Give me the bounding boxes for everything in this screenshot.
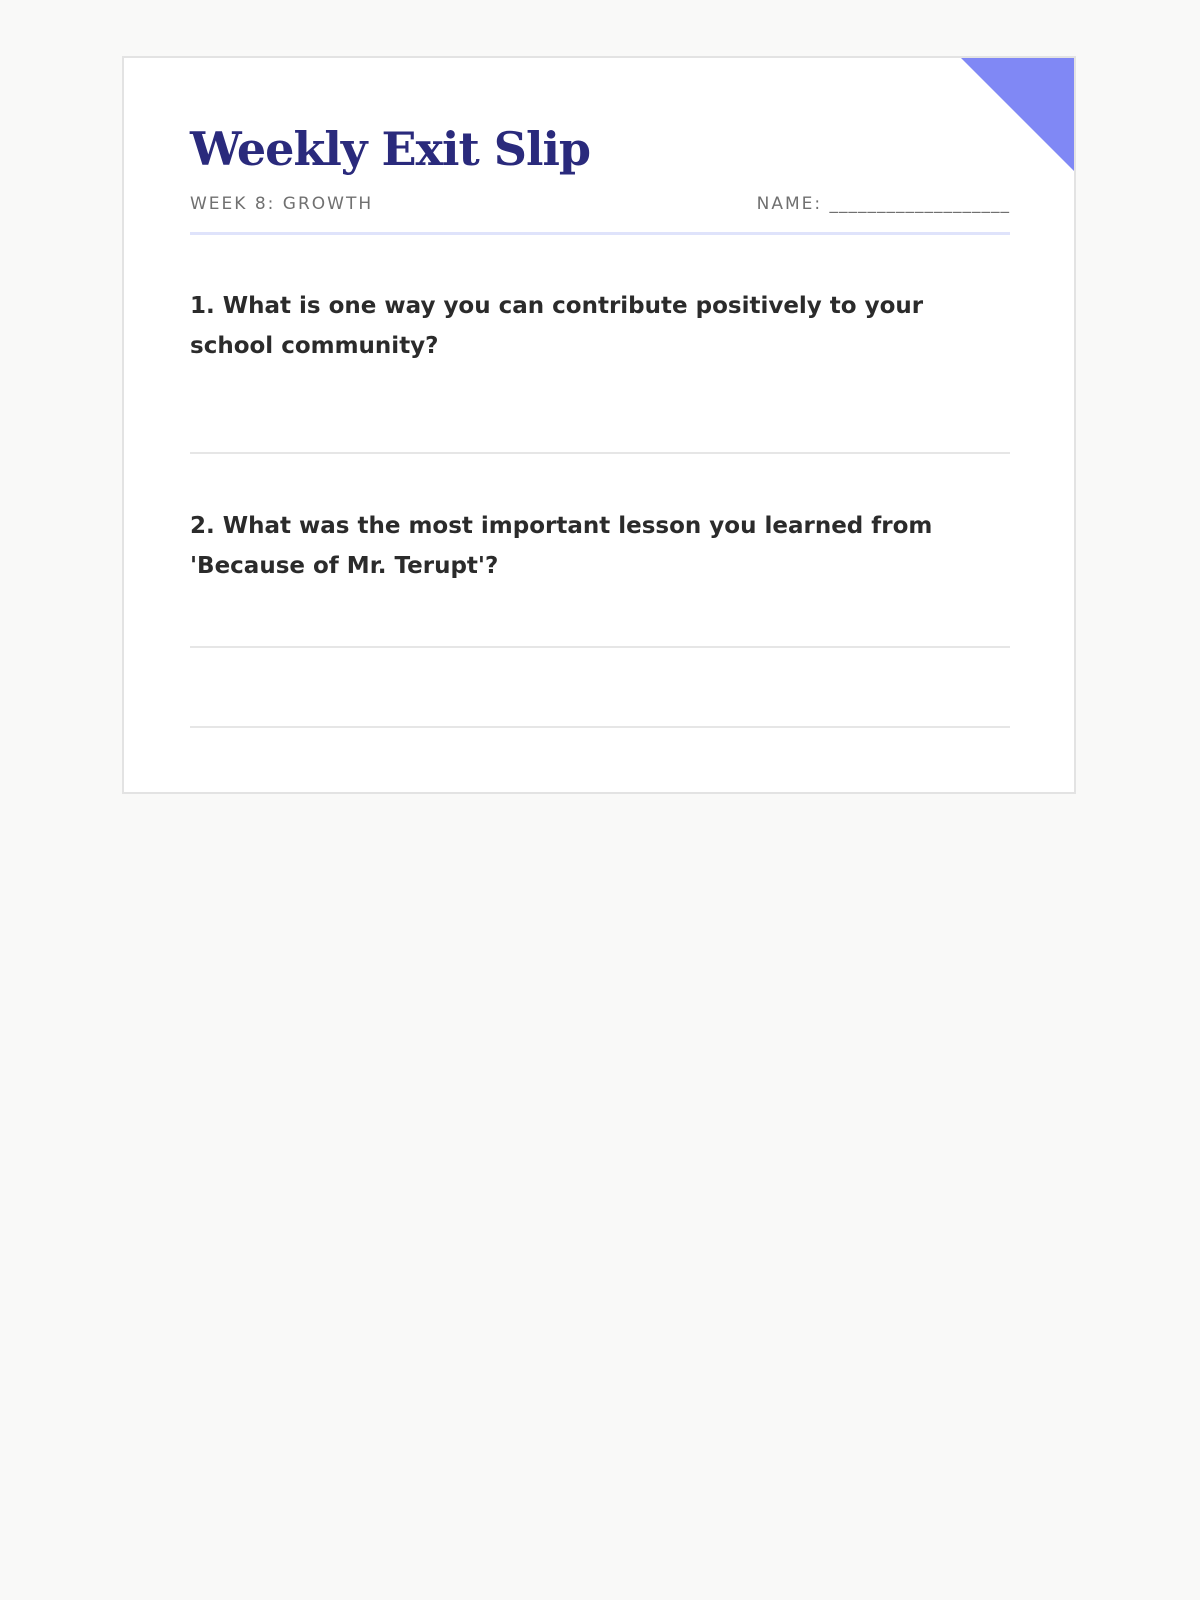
corner-triangle-icon <box>961 58 1074 171</box>
corner-accent <box>961 58 1074 171</box>
name-blank[interactable]: ___________________ <box>829 194 1010 214</box>
answer-line-3[interactable] <box>190 726 1010 728</box>
question-1: 1. What is one way you can contribute positively to your school community? <box>190 293 924 359</box>
answer-line-1[interactable] <box>190 452 1010 454</box>
name-field[interactable] <box>757 194 1010 214</box>
answer-line-2[interactable] <box>190 646 1010 648</box>
meta-row <box>190 194 1010 218</box>
page-title: Weekly Exit Slip <box>190 122 591 176</box>
name-label: NAME: <box>756 194 823 214</box>
header-divider <box>190 232 1010 235</box>
question-2: 2. What was the most important lesson you learned from 'Because of Mr. Terupt'? <box>190 513 933 579</box>
week-label: WEEK 8: GROWTH <box>190 194 374 214</box>
exit-slip-card <box>122 56 1076 794</box>
